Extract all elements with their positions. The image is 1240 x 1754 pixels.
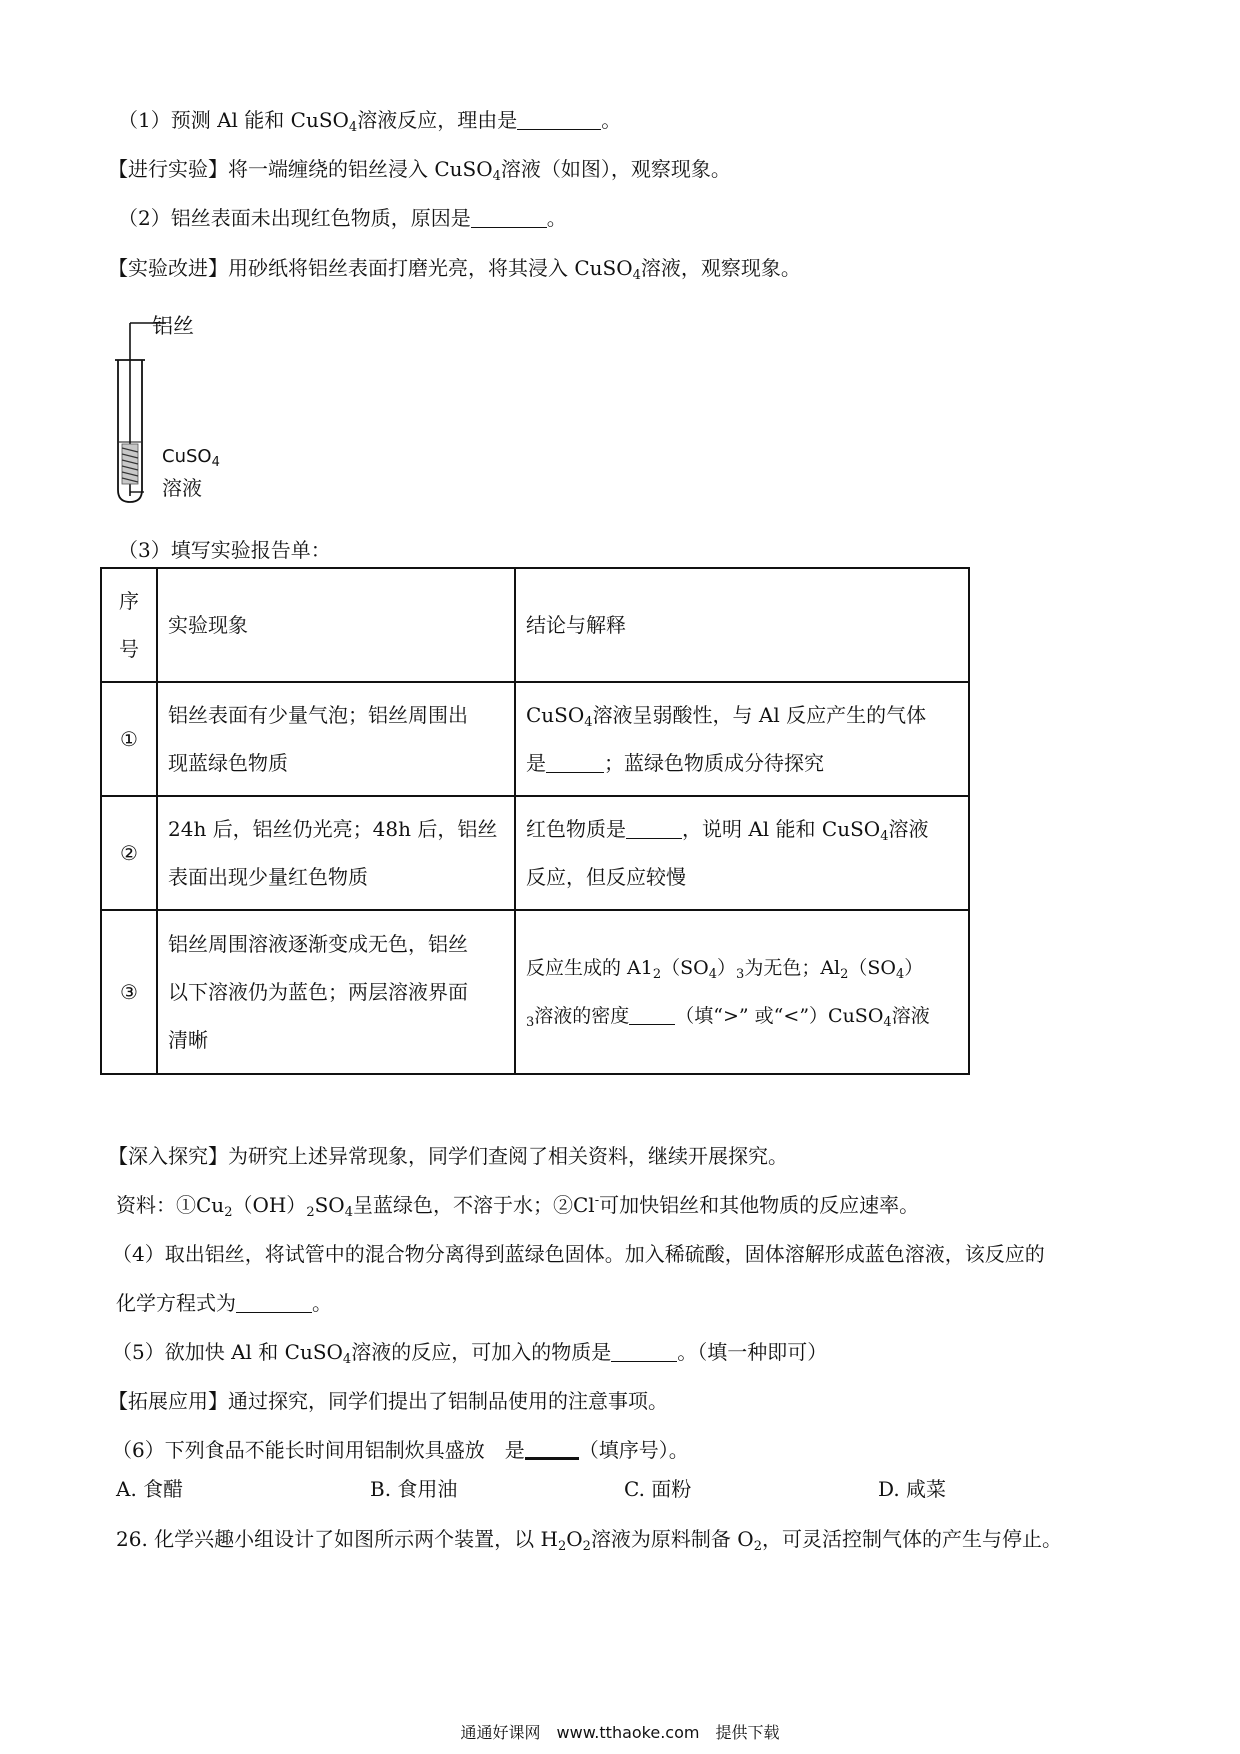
header-index bbox=[101, 568, 157, 682]
c-sub: 4 bbox=[896, 967, 905, 982]
q1-answer-blank[interactable] bbox=[517, 111, 601, 130]
q1-text: （1）预测 Al 能和 CuSO bbox=[118, 108, 349, 132]
row-index: ① bbox=[101, 682, 157, 796]
phenomenon-line: 现蓝绿色物质 bbox=[168, 751, 288, 775]
row-conclusion bbox=[515, 682, 969, 796]
q5-text: （5）欲加快 Al 和 CuSO bbox=[112, 1340, 343, 1364]
row-phenomenon bbox=[157, 682, 515, 796]
c-sub: 4 bbox=[880, 829, 889, 844]
q1-subscript: 4 bbox=[348, 120, 358, 135]
row-index: ③ bbox=[101, 910, 157, 1074]
c-text: 反应生成的 A1 bbox=[526, 957, 653, 979]
c-sub: 4 bbox=[708, 967, 718, 982]
q2-answer-blank[interactable] bbox=[471, 209, 547, 228]
res-text: 呈蓝绿色，不溶于水；②Cl bbox=[352, 1193, 595, 1217]
solution-label bbox=[162, 446, 220, 470]
table-header-row bbox=[101, 568, 969, 682]
conclusion-line bbox=[526, 739, 958, 787]
improvement-text-b: 溶液，观察现象。 bbox=[640, 256, 801, 280]
phenomenon-line: 铝丝表面有少量气泡；铝丝周围出 bbox=[168, 703, 468, 727]
test-tube-figure bbox=[110, 316, 250, 506]
row-index: ② bbox=[101, 796, 157, 910]
option-c[interactable]: C. 面粉 bbox=[624, 1477, 692, 1501]
q1-end: 。 bbox=[601, 108, 622, 132]
c-text: 红色物质是 bbox=[526, 817, 626, 841]
q26-sub: 2 bbox=[557, 1539, 567, 1554]
c-sub: 3 bbox=[736, 967, 745, 982]
res-sub: 2 bbox=[224, 1205, 233, 1220]
report-table bbox=[100, 567, 970, 1075]
q5-text: 溶液的反应，可加入的物质是 bbox=[351, 1340, 612, 1364]
resource-line bbox=[116, 1191, 919, 1219]
c-text: 为无色；Al bbox=[744, 957, 841, 979]
improvement-subscript: 4 bbox=[632, 268, 641, 283]
c-sub: 2 bbox=[652, 967, 662, 982]
header-index-l2: 号 bbox=[119, 637, 139, 661]
question-1 bbox=[118, 106, 621, 134]
question-3: （3）填写实验报告单： bbox=[118, 538, 331, 562]
question-6 bbox=[112, 1436, 689, 1464]
res-text: 资料：①Cu bbox=[116, 1193, 225, 1217]
improvement-line bbox=[108, 254, 801, 282]
q2-text: （2）铝丝表面未出现红色物质，原因是 bbox=[118, 206, 471, 230]
res-text: SO bbox=[314, 1193, 345, 1217]
conclusion-line bbox=[526, 691, 958, 739]
res-sup: - bbox=[594, 1193, 600, 1208]
q4-answer-blank[interactable] bbox=[236, 1294, 312, 1313]
res-text: 可加快铝丝和其他物质的反应速率。 bbox=[599, 1193, 920, 1217]
q4-text: 化学方程式为 bbox=[116, 1291, 236, 1315]
experiment-line bbox=[108, 155, 731, 183]
row-conclusion bbox=[515, 796, 969, 910]
header-index-l1: 序 bbox=[119, 589, 139, 613]
question-4: （4）取出铝丝，将试管中的混合物分离得到蓝绿色固体。加入稀硫酸，固体溶解形成蓝色溶液，该反应的 bbox=[112, 1242, 1045, 1266]
q5-end: 。（填一种即可） bbox=[677, 1340, 828, 1364]
q26-text: ，可灵活控制气体的产生与停止。 bbox=[761, 1527, 1062, 1551]
table-row bbox=[101, 796, 969, 910]
experiment-text: 【进行实验】将一端缠绕的铝丝浸入 CuSO bbox=[108, 157, 493, 181]
c-text: 溶液 bbox=[891, 1005, 930, 1027]
c-text: 溶液 bbox=[888, 817, 929, 841]
row-phenomenon bbox=[157, 796, 515, 910]
table-row bbox=[101, 910, 969, 1074]
q6-answer-blank[interactable] bbox=[525, 1439, 579, 1460]
extension-line: 【拓展应用】通过探究，同学们提出了铝制品使用的注意事项。 bbox=[108, 1389, 668, 1413]
wire-label: 铝丝 bbox=[152, 314, 194, 338]
c-text: （SO bbox=[661, 957, 709, 979]
c-text: 是 bbox=[526, 751, 546, 775]
q26-text: 26. 化学兴趣小组设计了如图所示两个装置，以 H bbox=[116, 1527, 558, 1551]
c-sub: 2 bbox=[840, 967, 849, 982]
red-substance-blank[interactable] bbox=[626, 820, 682, 839]
question-4-b bbox=[116, 1289, 332, 1317]
option-d[interactable]: D. 咸菜 bbox=[878, 1477, 947, 1501]
c-sub: 4 bbox=[883, 1015, 892, 1030]
phenomenon-line: 表面出现少量红色物质 bbox=[168, 865, 368, 889]
solution-formula: CuSO bbox=[162, 446, 212, 467]
res-sub: 4 bbox=[344, 1205, 353, 1220]
c-sub: 3 bbox=[526, 1015, 535, 1030]
c-sub: 4 bbox=[584, 715, 593, 730]
c-text: ） bbox=[904, 957, 924, 979]
phenomenon-line: 清晰 bbox=[168, 1028, 208, 1052]
solution-label-b: 溶液 bbox=[162, 476, 202, 500]
deep-inquiry-line: 【深入探究】为研究上述异常现象，同学们查阅了相关资料，继续开展探究。 bbox=[108, 1144, 788, 1168]
experiment-text-b: 溶液（如图），观察现象。 bbox=[500, 157, 731, 181]
conclusion-line bbox=[526, 805, 958, 853]
q26-text: O bbox=[566, 1527, 583, 1551]
header-conclusion: 结论与解释 bbox=[515, 568, 969, 682]
c-text: （SO bbox=[848, 957, 896, 979]
res-text: （OH） bbox=[232, 1193, 307, 1217]
c-text: ；蓝绿色物质成分待探究 bbox=[604, 751, 824, 775]
experiment-subscript: 4 bbox=[492, 169, 501, 184]
c-text: ） bbox=[717, 957, 737, 979]
gas-answer-blank[interactable] bbox=[546, 754, 604, 773]
q26-sub: 2 bbox=[753, 1539, 762, 1554]
phenomenon-line: 以下溶液仍为蓝色；两层溶液界面 bbox=[168, 980, 468, 1004]
q2-end: 。 bbox=[546, 206, 567, 230]
q6-text: （6）下列食品不能长时间用铝制炊具盛放 是 bbox=[112, 1438, 525, 1462]
c-text: 溶液呈弱酸性，与 Al 反应产生的气体 bbox=[592, 703, 927, 727]
c-text: 溶液的密度 bbox=[534, 1005, 630, 1027]
q1-text-b: 溶液反应，理由是 bbox=[357, 108, 518, 132]
conclusion-line: 反应，但反应较慢 bbox=[526, 865, 686, 889]
res-sub: 2 bbox=[306, 1205, 315, 1220]
page-footer: 通通好课网 www.tthaoke.com 提供下载 bbox=[460, 1723, 780, 1742]
conclusion-line bbox=[526, 944, 958, 992]
option-a[interactable]: A. 食醋 bbox=[116, 1477, 184, 1501]
row-phenomenon bbox=[157, 910, 515, 1074]
q5-answer-blank[interactable] bbox=[611, 1343, 677, 1362]
density-compare-blank[interactable] bbox=[629, 1006, 675, 1025]
question-5 bbox=[112, 1338, 827, 1366]
row-conclusion bbox=[515, 910, 969, 1074]
question-26 bbox=[116, 1525, 1062, 1553]
q4-end: 。 bbox=[312, 1291, 332, 1315]
solution-subscript: 4 bbox=[211, 455, 220, 470]
question-2 bbox=[118, 204, 567, 232]
c-text: （填“>” 或“<”）CuSO bbox=[675, 1005, 884, 1027]
phenomenon-line: 24h 后，铝丝仍光亮；48h 后，铝丝 bbox=[168, 817, 498, 841]
q5-sub: 4 bbox=[342, 1352, 352, 1367]
q6-end: （填序号）。 bbox=[578, 1438, 689, 1462]
header-phenomenon: 实验现象 bbox=[157, 568, 515, 682]
option-b[interactable]: B. 食用油 bbox=[370, 1477, 458, 1501]
improvement-text: 【实验改进】用砂纸将铝丝表面打磨光亮，将其浸入 CuSO bbox=[108, 256, 633, 280]
conclusion-line bbox=[526, 992, 958, 1040]
c-text: CuSO bbox=[526, 703, 585, 727]
phenomenon-line: 铝丝周围溶液逐渐变成无色，铝丝 bbox=[168, 932, 468, 956]
c-text: ，说明 Al 能和 CuSO bbox=[682, 817, 881, 841]
q26-sub: 2 bbox=[582, 1539, 591, 1554]
q26-text: 溶液为原料制备 O bbox=[590, 1527, 754, 1551]
table-row bbox=[101, 682, 969, 796]
